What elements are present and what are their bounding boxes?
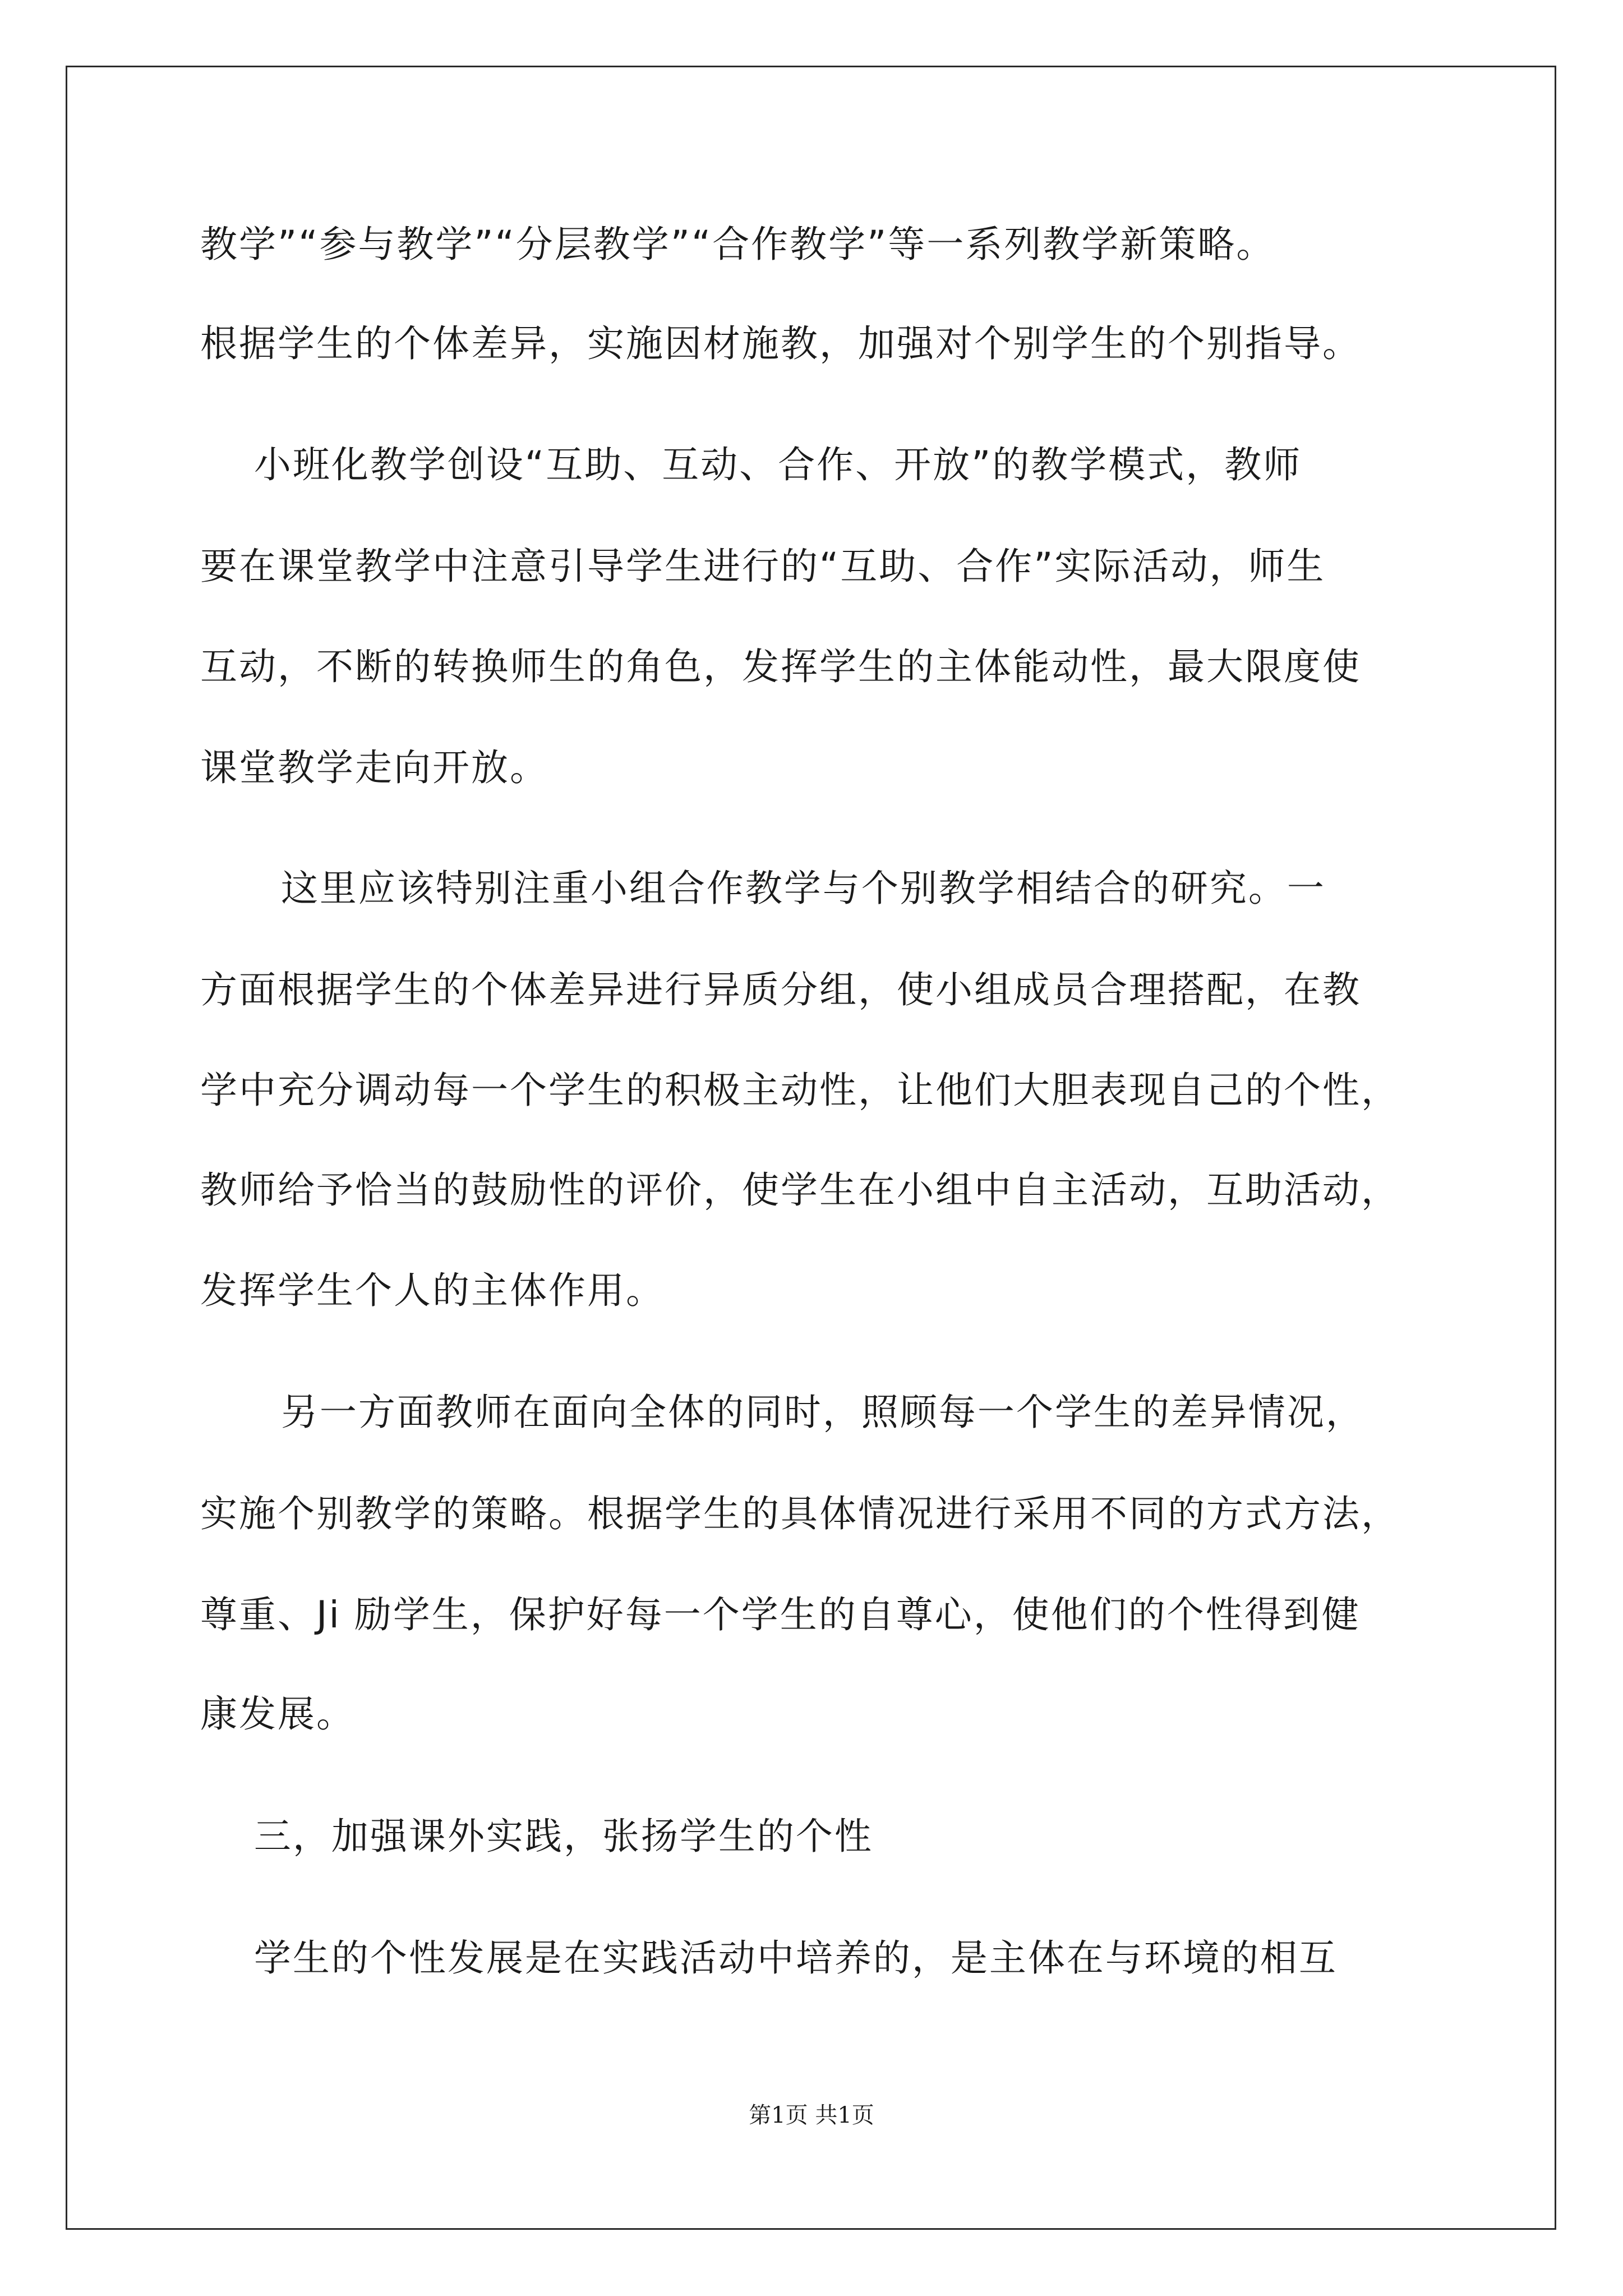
body-text-line: 课堂教学走向开放。 — [200, 746, 548, 789]
page-border — [66, 66, 1556, 2230]
body-text-line: 学中充分调动每一个学生的积极主动性，让他们大胆表现自己的个性， — [200, 1069, 1400, 1112]
body-text-line: 要在课堂教学中注意引导学生进行的“互助、合作”实际活动，师生 — [200, 545, 1326, 588]
body-text-line: 实施个别教学的策略。根据学生的具体情况进行采用不同的方式方法， — [200, 1492, 1400, 1535]
body-text-line: 发挥学生个人的主体作用。 — [200, 1269, 665, 1312]
body-text-line: 这里应该特别注重小组合作教学与个别教学相结合的研究。一 — [200, 867, 1326, 910]
body-text-line: 小班化教学创设“互助、互动、合作、开放”的教学模式，教师 — [200, 443, 1302, 486]
body-text-line: 学生的个性发展是在实践活动中培养的，是主体在与环境的相互 — [200, 1936, 1338, 1980]
body-text-line: 教学”“参与教学”“分层教学”“合作教学”等一系列教学新策略。 — [200, 223, 1275, 266]
body-text-line: 互动，不断的转换师生的角色，发挥学生的主体能动性，最大限度使 — [200, 645, 1361, 688]
body-text-line: 根据学生的个体差异，实施因材施教，加强对个别学生的个别指导。 — [200, 322, 1361, 365]
body-text-line: 尊重、Ji 励学生，保护好每一个学生的自尊心，使他们的个性得到健 — [200, 1593, 1361, 1636]
body-text-line: 康发展。 — [200, 1692, 355, 1736]
body-text-line: 教师给予恰当的鼓励性的评价，使学生在小组中自主活动，互助活动， — [200, 1168, 1400, 1212]
page-number-footer: 第1页 共1页 — [749, 2102, 874, 2128]
body-text-line: 另一方面教师在面向全体的同时，照顾每一个学生的差异情况， — [200, 1391, 1364, 1434]
section-heading: 三，加强课外实践，张扬学生的个性 — [200, 1815, 873, 1858]
body-text-line: 方面根据学生的个体差异进行异质分组，使小组成员合理搭配，在教 — [200, 968, 1361, 1011]
